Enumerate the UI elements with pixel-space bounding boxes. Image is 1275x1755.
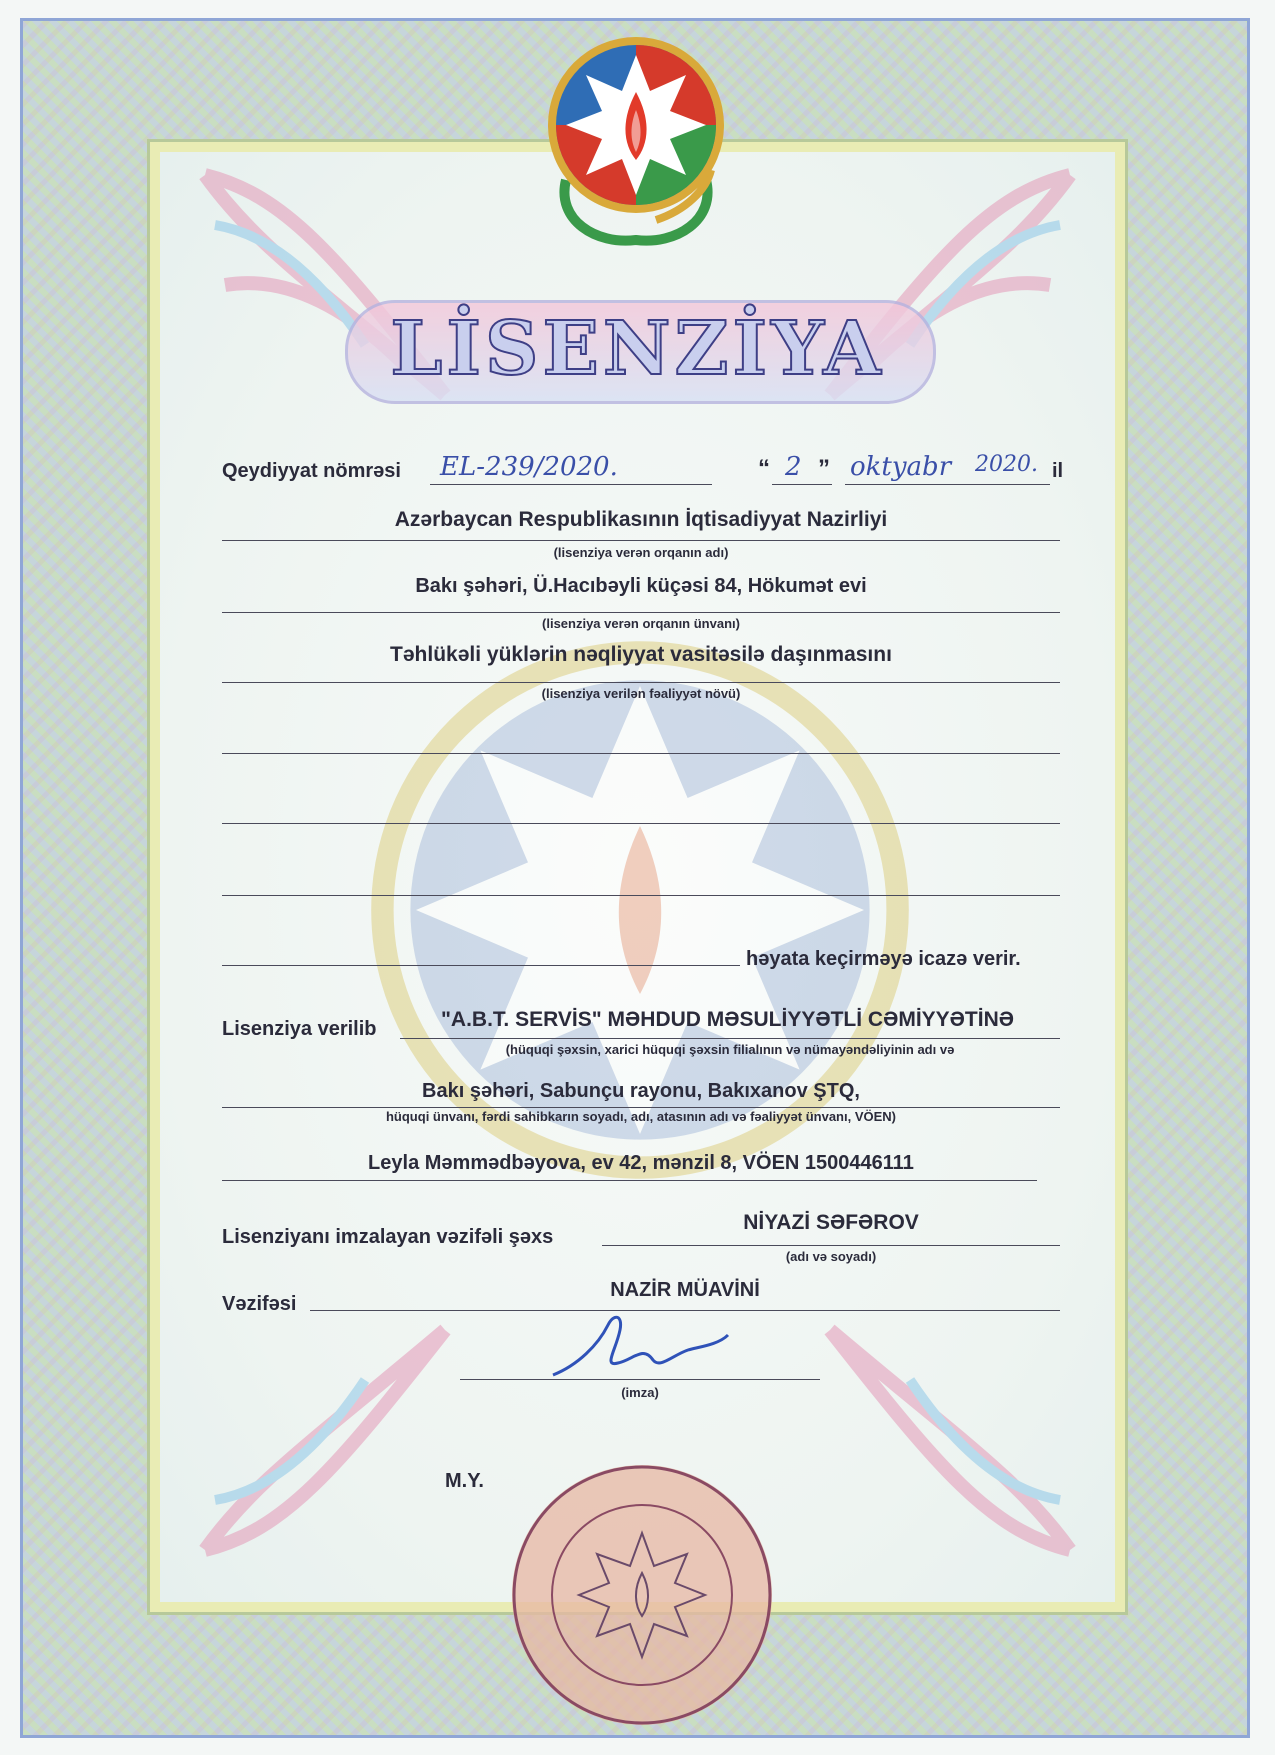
registration-month: oktyabr — [850, 452, 952, 482]
licensee-name-line — [400, 1038, 1060, 1039]
activity-line — [222, 682, 1060, 683]
registration-number-label: Qeydiyyat nömrəsi — [222, 460, 401, 482]
corner-ornament-bottom-right — [810, 1310, 1080, 1560]
signature-caption: (imza) — [621, 1385, 659, 1400]
blank-line-4 — [222, 965, 740, 966]
day-line — [772, 484, 832, 485]
quote-close: ” — [818, 455, 830, 482]
month-year-line — [845, 484, 1050, 485]
signatory-position: NAZİR MÜAVİNİ — [610, 1279, 760, 1301]
activity-caption: (lisenziya verilən fəaliyyət növü) — [541, 686, 741, 701]
signature-line — [460, 1379, 820, 1380]
authority-address-caption: (lisenziya verən orqanın ünvanı) — [542, 616, 740, 631]
position-label: Vəzifəsi — [222, 1293, 297, 1315]
corner-ornament-bottom-left — [195, 1310, 465, 1560]
licensee-name: "A.B.T. SERVİS" MƏHDUD MƏSULİYYƏTLİ CƏMİYYƏTİNƏ — [440, 1008, 1015, 1031]
registration-number-value: EL-239/2020. — [440, 452, 618, 482]
signatory-label: Lisenziyanı imzalayan vəzifəli şəxs — [222, 1226, 554, 1248]
authority-name-caption: (lisenziya verən orqanın adı) — [553, 545, 729, 560]
year-suffix: il — [1052, 460, 1064, 482]
licensee-address2-line — [222, 1180, 1037, 1181]
permit-text: həyata keçirməyə icazə verir. — [746, 948, 1021, 970]
blank-line-2 — [222, 823, 1060, 824]
licensee-address-line — [222, 1107, 1060, 1108]
signatory-name: NİYAZİ SƏFƏROV — [743, 1211, 919, 1234]
activity-type: Təhlükəli yüklərin nəqliyyat vasitəsilə daşınmasını — [390, 643, 892, 666]
licensee-name-caption: (hüquqi şəxsin, xarici hüquqi şəxsin filialının və nümayəndəliyinin adı və — [505, 1042, 955, 1057]
document-title: LİSENZİYA — [390, 306, 885, 392]
licensee-address-line2: Leyla Məmmədbəyova, ev 42, mənzil 8, VÖEN 1500446111 — [368, 1152, 914, 1174]
signatory-name-line — [602, 1245, 1060, 1246]
blank-line-3 — [222, 895, 1060, 896]
licensee-address-line1: Bakı şəhəri, Sabunçu rayonu, Bakıxanov ŞTQ, — [422, 1080, 860, 1102]
registration-year: 2020. — [975, 452, 1038, 477]
stamp-label: M.Y. — [445, 1470, 484, 1492]
licensee-label: Lisenziya verilib — [222, 1018, 377, 1040]
authority-name-line — [222, 540, 1060, 541]
authority-address: Bakı şəhəri, Ü.Hacıbəyli küçəsi 84, Hökumət evi — [415, 575, 867, 597]
quote-open: “ — [758, 455, 770, 482]
watermark-emblem — [360, 630, 920, 1190]
registration-day: 2 — [785, 452, 802, 482]
signatory-name-caption: (adı və soyadı) — [785, 1249, 877, 1264]
licensee-address-caption: hüquqi ünvanı, fərdi sahibkarın soyadı, adı, atasının adı və fəaliyyət ünvanı, VÖEN) — [385, 1109, 896, 1124]
state-emblem — [536, 30, 736, 250]
blank-line-1 — [222, 753, 1060, 754]
signature — [548, 1305, 733, 1385]
authority-name: Azərbaycan Respublikasının İqtisadiyyat Nazirliyi — [394, 508, 888, 531]
authority-address-line — [222, 612, 1060, 613]
official-seal — [505, 1458, 780, 1733]
registration-number-line — [430, 484, 712, 485]
